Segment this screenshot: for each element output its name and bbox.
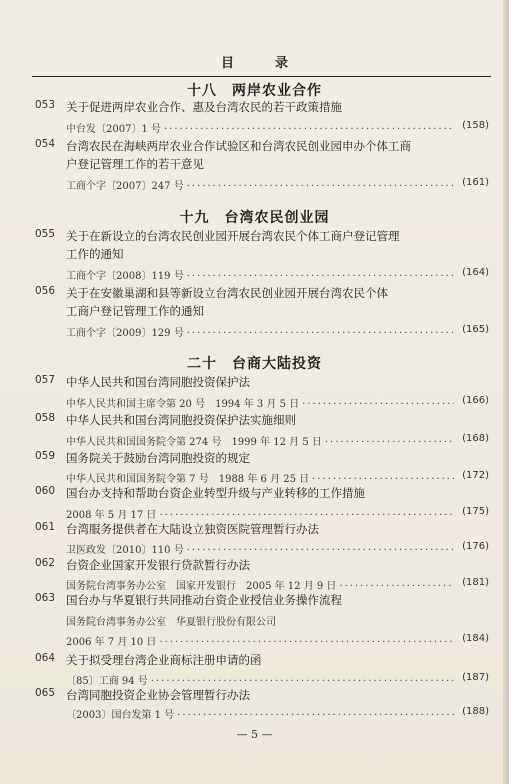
- entry-title: 关于拟受理台湾企业商标注册申请的函: [66, 653, 262, 667]
- entry-number: 054: [35, 138, 56, 150]
- entry-number: 053: [35, 99, 56, 111]
- entry-page-ref: (158): [462, 120, 489, 131]
- dot-leader: [177, 710, 454, 721]
- entry-document-number: [66, 267, 457, 282]
- entry-title: 户登记管理工作的若干意见: [66, 157, 204, 171]
- entry-document-text: 〔85〕工商 94 号: [66, 676, 148, 687]
- page-edge: [503, 0, 509, 784]
- entry-page-ref: (176): [462, 541, 489, 552]
- entry-document-text: 中华人民共和国国务院令第 274 号 1999 年 12 月 5 日: [66, 437, 322, 448]
- entry-page-ref: (175): [462, 506, 489, 517]
- dot-leader: [159, 510, 454, 521]
- entry-title: 关于促进两岸农业合作、惠及台湾农民的若干政策措施: [66, 100, 342, 114]
- entry-number: 055: [35, 228, 56, 240]
- dot-leader: [325, 437, 454, 448]
- entry-title: 国务院关于鼓励台湾同胞投资的规定: [66, 451, 250, 465]
- entry-title: 国台办支持和帮助台资企业转型升级与产业转移的工作措施: [66, 486, 365, 500]
- entry-title: 台湾服务提供者在大陆设立独资医院管理暂行办法: [66, 522, 319, 536]
- entry-number: 064: [35, 652, 56, 664]
- entry-document-text: 〔2003〕国台发第 1 号: [66, 710, 175, 721]
- entry-number: 059: [35, 450, 56, 462]
- toc-header: [32, 46, 491, 77]
- section-title: 十八 两岸农业合作: [187, 83, 322, 99]
- entry-document-text: 中华人民共和国主席令第 20 号 1994 年 3 月 5 日: [66, 399, 300, 410]
- dot-leader: [159, 637, 454, 648]
- entry-document-number: [66, 633, 457, 648]
- entry-document-text: 卫医政发〔2010〕110 号: [66, 545, 184, 556]
- entry-document-number: [66, 177, 457, 192]
- entry-page-ref: (184): [462, 633, 489, 644]
- entry-document-text: 国务院台湾事务办公室 国家开发银行 2005 年 12 月 9 日: [66, 581, 337, 592]
- entry-document-number: [66, 433, 457, 448]
- entry-page-ref: (164): [462, 267, 489, 278]
- entry-document-number: [66, 324, 457, 339]
- entry-title: 台湾农民在海峡两岸农业合作试验区和台湾农民创业园申办个体工商: [66, 139, 411, 153]
- entry-number: 063: [35, 592, 56, 604]
- entry-page-ref: (187): [462, 672, 489, 683]
- page-number: — 5 —: [236, 728, 273, 741]
- dot-leader: [187, 181, 454, 192]
- entry-title: 关于在新设立的台湾农民创业园开展台湾农民个体工商户登记管理: [66, 229, 400, 243]
- entry-page-ref: (172): [462, 470, 489, 481]
- dot-leader: [312, 474, 454, 485]
- entry-title: 关于在安徽巢湖和县等新设立台湾农民创业园开展台湾农民个体: [66, 286, 388, 300]
- dot-leader: [339, 581, 454, 592]
- entry-page-ref: (161): [462, 177, 489, 188]
- entry-document-number: [66, 120, 457, 135]
- entry-document-text: 工商个字〔2008〕119 号: [66, 271, 184, 282]
- entry-title: 工作的通知: [66, 247, 124, 261]
- entry-page-ref: (166): [462, 395, 489, 406]
- entry-document-number: [66, 613, 457, 628]
- dot-leader: [151, 676, 454, 687]
- entry-number: 061: [35, 521, 56, 533]
- entry-document-text: 2006 年 7 月 10 日: [66, 637, 157, 648]
- entry-document-text: 工商个字〔2009〕129 号: [66, 328, 184, 339]
- entry-number: 056: [35, 285, 56, 297]
- entry-page-ref: (168): [462, 433, 489, 444]
- entry-title: 工商户登记管理工作的通知: [66, 304, 204, 318]
- section-title: 十九 台湾农民创业园: [179, 210, 330, 226]
- entry-number: 060: [35, 485, 56, 497]
- entry-document-number: [66, 672, 457, 687]
- entry-document-number: [66, 577, 457, 592]
- entry-document-number: [66, 706, 457, 721]
- section-title: 二十 台商大陆投资: [187, 356, 322, 372]
- entry-document-number: [66, 541, 457, 556]
- entry-number: 065: [35, 687, 56, 699]
- entry-document-number: [66, 395, 457, 410]
- entry-number: 057: [35, 374, 56, 386]
- entry-number: 062: [35, 557, 56, 569]
- entry-title: 台资企业国家开发银行贷款暂行办法: [66, 558, 250, 572]
- entry-document-text: 国务院台湾事务办公室 华夏银行股份有限公司: [66, 617, 276, 628]
- entry-title: 中华人民共和国台湾同胞投资保护法实施细则: [66, 413, 296, 427]
- toc-title: 目 录: [220, 56, 302, 71]
- entry-document-text: 中华人民共和国国务院令第 7 号 1988 年 6 月 25 日: [66, 474, 310, 485]
- entry-page-ref: (165): [462, 324, 489, 335]
- entry-document-number: [66, 470, 457, 485]
- entry-page-ref: (188): [462, 706, 489, 717]
- dot-leader: [187, 271, 454, 282]
- entry-number: 058: [35, 412, 56, 424]
- entry-document-number: [66, 506, 457, 521]
- dot-leader: [302, 399, 454, 410]
- entry-page-ref: (181): [462, 577, 489, 588]
- dot-leader: [187, 545, 454, 556]
- entry-document-text: 中台发〔2007〕1 号: [66, 124, 161, 135]
- dot-leader: [164, 124, 454, 135]
- entry-title: 台湾同胞投资企业协会管理暂行办法: [66, 688, 250, 702]
- entry-document-text: 工商个字〔2007〕247 号: [66, 181, 184, 192]
- entry-title: 中华人民共和国台湾同胞投资保护法: [66, 375, 250, 389]
- dot-leader: [187, 328, 454, 339]
- entry-title: 国台办与华夏银行共同推动台资企业授信业务操作流程: [66, 593, 342, 607]
- entry-document-text: 2008 年 5 月 17 日: [66, 510, 157, 521]
